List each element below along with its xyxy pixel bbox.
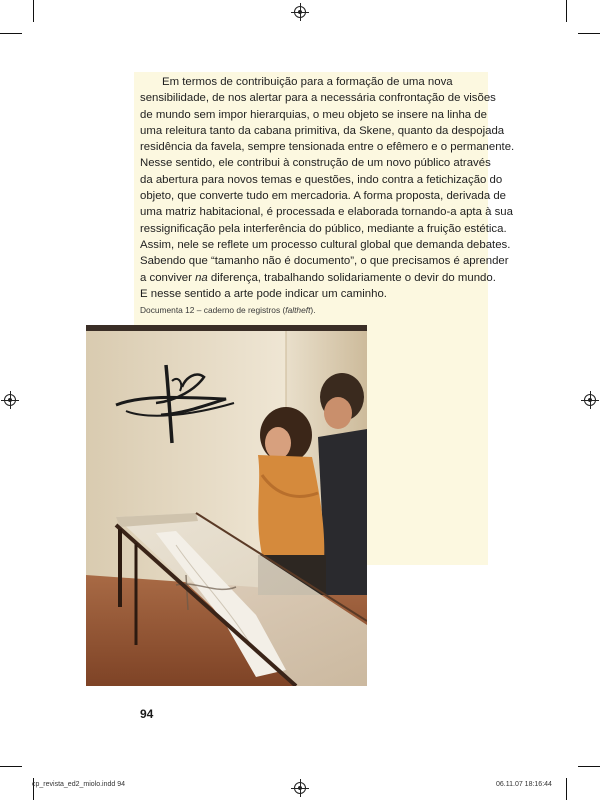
crop-mark-bottom-left-h — [0, 766, 22, 767]
photo-caption — [140, 305, 316, 315]
body-line: Nesse sentido, ele contribui à construção de um novo público através — [140, 157, 491, 170]
body-line-emphasis: na — [195, 271, 208, 284]
crop-mark-top-left-h — [0, 33, 22, 34]
installation-photo — [86, 325, 367, 686]
body-line-text: diferença, trabalhando solidariamente o devir do mundo. — [207, 271, 496, 284]
slug-file-info: cp_revista_ed2_miolo.indd 94 — [32, 781, 126, 788]
body-paragraph — [140, 74, 515, 302]
body-line: uma matriz habitacional, é processada e elaborada tornando-a apta à sua — [140, 206, 513, 219]
body-line: objeto, que converte tudo em mercadoria. A forma proposta, derivada de — [140, 190, 506, 203]
crop-mark-top-right-v — [566, 0, 567, 22]
body-line: E nesse sentido a arte pode indicar um caminho. — [140, 287, 387, 300]
caption-text-end: ). — [310, 305, 316, 315]
body-line: de mundo sem impor hierarquias, o meu objeto se insere na linha de — [140, 108, 487, 121]
body-line: Assim, nele se reflete um processo cultural global que demanda debates. — [140, 238, 511, 251]
registration-mark-right-icon — [584, 394, 596, 406]
registration-mark-left-icon — [4, 394, 16, 406]
body-line: da abertura para novos temas e questões, indo contra a fetichização do — [140, 173, 503, 186]
body-line: residência da favela, sempre tensionada entre o efêmero e o permanente. — [140, 141, 515, 154]
body-line-text: a conviver — [140, 271, 196, 284]
photo-gallery-installation-icon — [86, 325, 367, 686]
body-line: uma releitura tanto da cabana primitiva, da Skene, quanto da despojada — [140, 124, 505, 137]
body-line: Sabendo que “tamanho não é documento”, o que precisamos é aprender — [140, 255, 509, 268]
caption-emphasis: faltheft — [285, 305, 311, 315]
registration-mark-top-icon — [294, 6, 306, 18]
slug-timestamp: 06.11.07 18:16:44 — [496, 781, 552, 788]
crop-mark-bottom-right-v — [566, 778, 567, 800]
caption-text: Documenta 12 – caderno de registros ( — [140, 305, 286, 315]
body-line: ressignificação pela interferência do público, mediante a fruição estética. — [140, 222, 507, 235]
registration-mark-bottom-icon — [294, 782, 306, 794]
crop-mark-top-left-v — [33, 0, 34, 22]
body-line — [140, 270, 496, 286]
crop-mark-top-right-h — [578, 33, 600, 34]
body-line: sensibilidade, de nos alertar para a necessária confrontação de visões — [140, 92, 496, 105]
page-number: 94 — [140, 707, 154, 721]
crop-mark-bottom-right-h — [578, 766, 600, 767]
body-line: Em termos de contribuição para a formação de uma nova — [162, 76, 453, 88]
